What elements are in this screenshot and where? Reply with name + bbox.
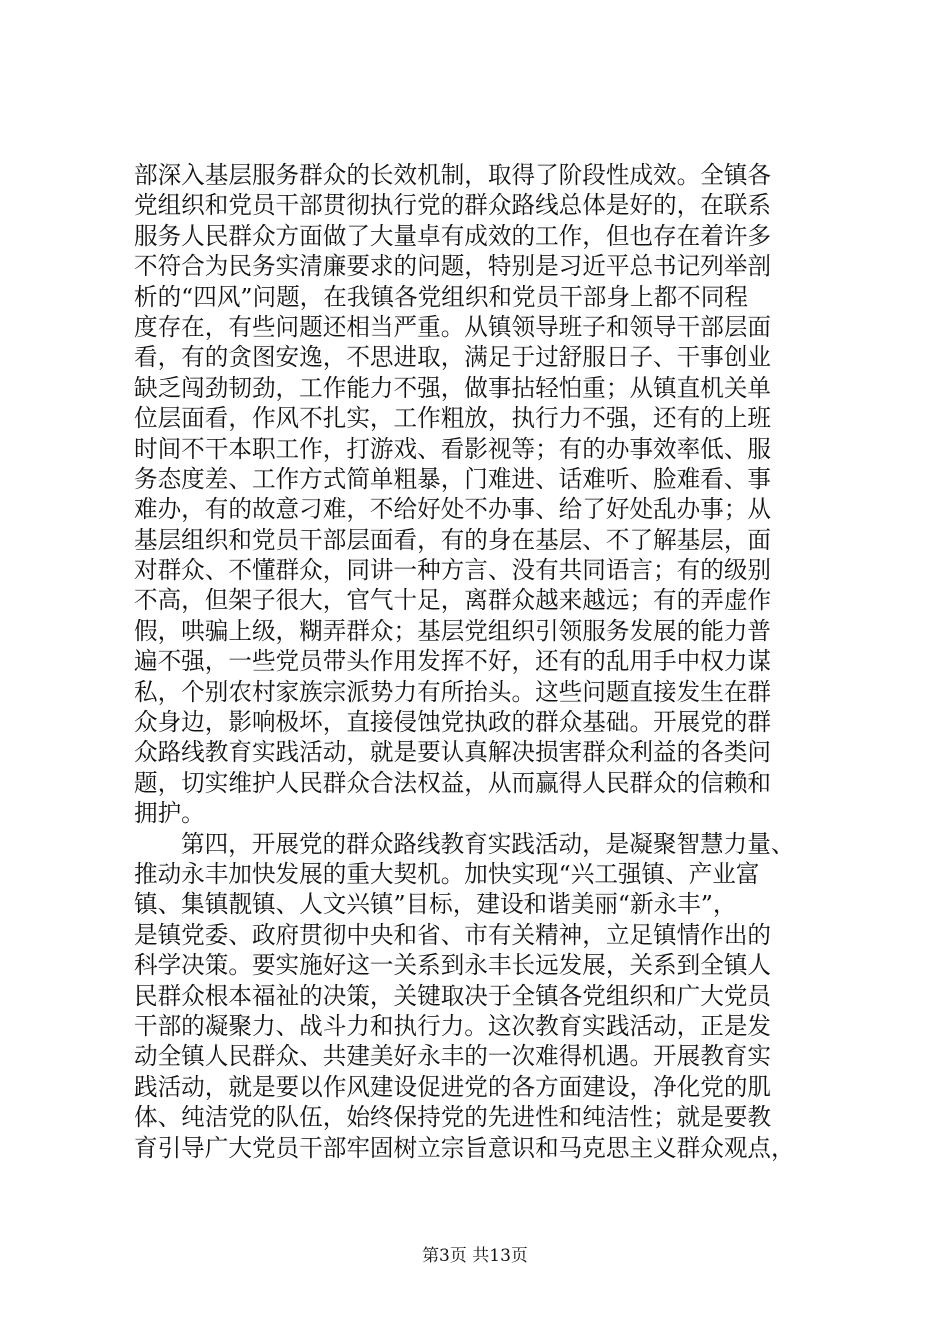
text-line: 基层组织和党员干部层面看，有的身在基层、不了解基层，面 [134,525,772,554]
text-line: 镇、集镇靓镇、人文兴镇”目标，建设和谐美丽“新永丰”， [134,890,737,919]
text-line: 私，个别农村家族宗派势力有所抬头。这些问题直接发生在群 [134,677,772,706]
text-line: 拥护。 [134,799,205,828]
text-line: 不符合为民务实清廉要求的问题，特别是习近平总书记列举剖 [134,252,772,281]
text-line: 服务人民群众方面做了大量卓有成效的工作，但也存在着许多 [134,221,772,250]
body-text [134,160,834,1163]
text-line: 时间不干本职工作，打游戏、看影视等；有的办事效率低、服 [134,434,772,463]
text-line: 析的“四风”问题，在我镇各党组织和党员干部身上都不同程 [134,282,748,311]
text-line: 民群众根本福祉的决策，关键取决于全镇各党组织和广大党员 [134,981,772,1010]
text-line: 践活动，就是要以作风建设促进党的各方面建设，净化党的肌 [134,1072,772,1101]
text-line: 部深入基层服务群众的长效机制，取得了阶段性成效。全镇各 [134,161,772,189]
text-line: 科学决策。要实施好这一关系到永丰长远发展，关系到全镇人 [134,951,772,980]
text-line: 遍不强，一些党员带头作用发挥不好，还有的乱用手中权力谋 [134,647,772,676]
text-line: 看，有的贪图安逸，不思进取，满足于过舒服日子、干事创业 [134,343,772,372]
text-line: 推动永丰加快发展的重大契机。加快实现“兴工强镇、产业富 [134,859,760,888]
text-line: 不高，但架子很大，官气十足，离群众越来越远；有的弄虚作 [134,586,772,615]
text-line: 缺乏闯劲韧劲，工作能力不强，做事拈轻怕重；从镇直机关单 [134,373,772,402]
text-line: 务态度差、工作方式简单粗暴，门难进、话难听、脸难看、事 [134,464,772,493]
page-number-footer: 第3页 共13页 [422,1246,528,1266]
text-line: 难办，有的故意刁难，不给好处不办事、给了好处乱办事；从 [134,495,772,524]
text-line: 体、纯洁党的队伍，始终保持党的先进性和纯洁性；就是要教 [134,1103,772,1132]
text-line: 度存在，有些问题还相当严重。从镇领导班子和领导干部层面 [134,312,772,341]
text-line: 动全镇人民群众、共建美好永丰的一次难得机遇。开展教育实 [134,1042,772,1071]
text-line: 是镇党委、政府贯彻中央和省、市有关精神，立足镇情作出的 [134,920,772,949]
text-line: 众身边，影响极坏，直接侵蚀党执政的群众基础。开展党的群 [134,708,772,737]
text-line: 党组织和党员干部贯彻执行党的群众路线总体是好的，在联系 [134,191,772,220]
text-line: 众路线教育实践活动，就是要认真解决损害群众利益的各类问 [134,738,772,767]
text-line: 假，哄骗上级，糊弄群众；基层党组织引领服务发展的能力普 [134,616,772,645]
text-line: 育引导广大党员干部牢固树立宗旨意识和马克思主义群众观点， [134,1133,795,1162]
text-line: 对群众、不懂群众，同讲一种方言、没有共同语言；有的级别 [134,556,772,585]
paragraph-start-line: 第四，开展党的群众路线教育实践活动，是凝聚智慧力量、 [181,829,795,858]
text-line: 题，切实维护人民群众合法权益，从而赢得人民群众的信赖和 [134,768,772,797]
text-line: 干部的凝聚力、战斗力和执行力。这次教育实践活动，正是发 [134,1011,772,1040]
text-line: 位层面看，作风不扎实，工作粗放，执行力不强，还有的上班 [134,404,772,433]
